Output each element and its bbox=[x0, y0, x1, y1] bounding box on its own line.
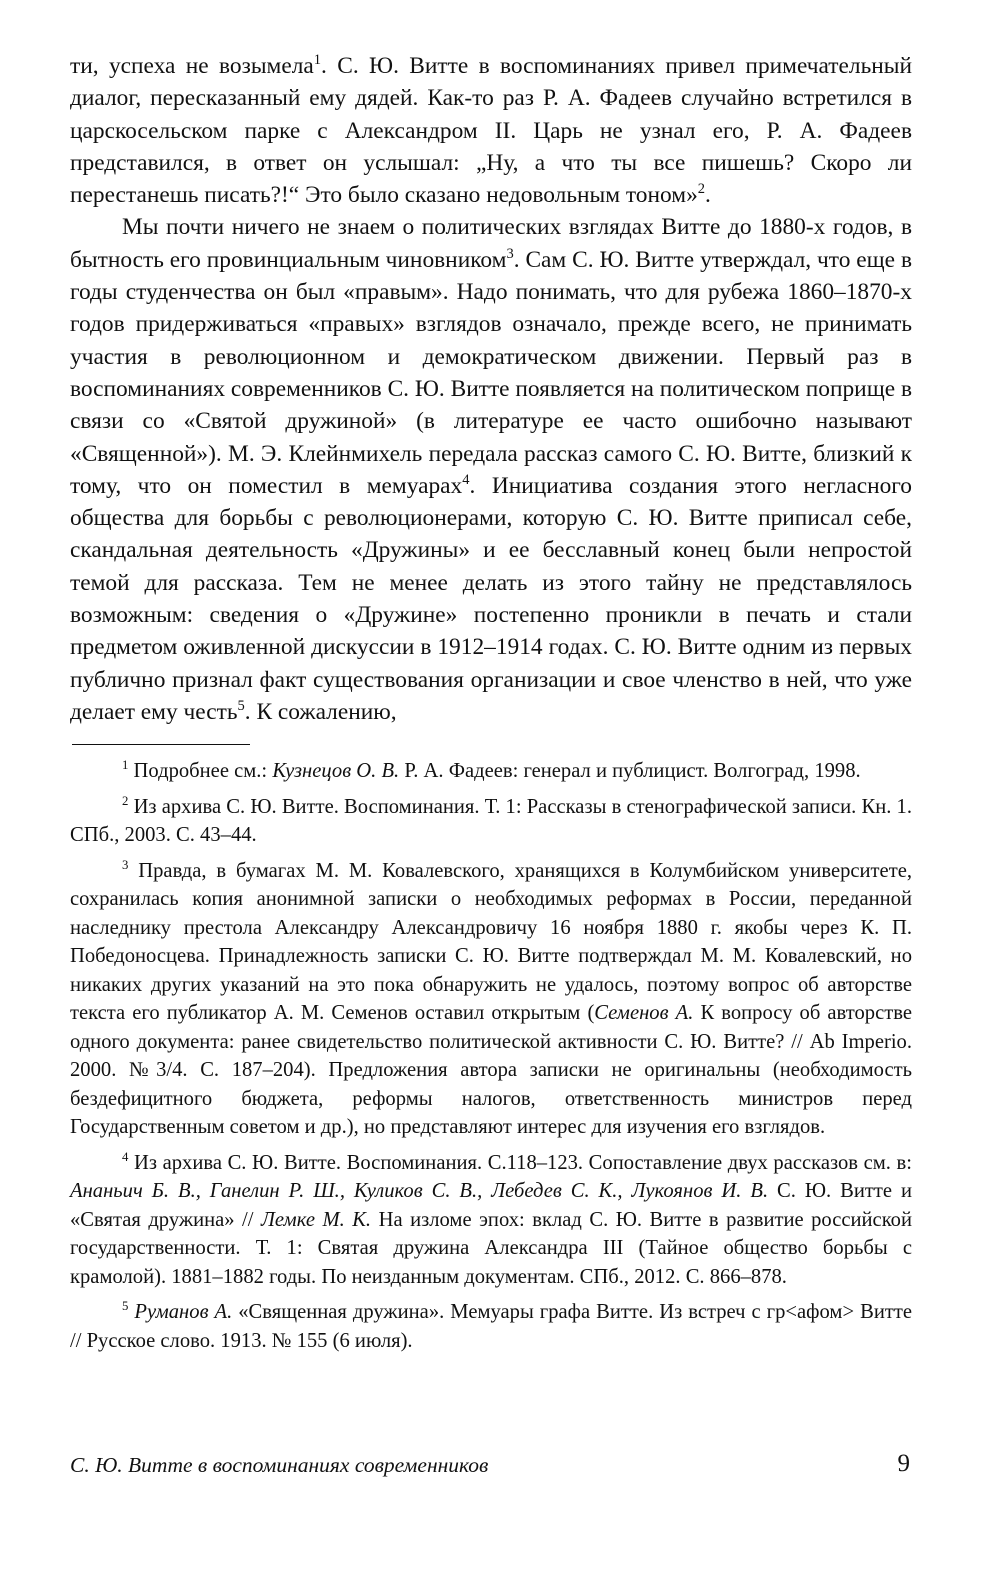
footnote-ref[interactable]: 4 bbox=[462, 472, 470, 489]
page-number: 9 bbox=[897, 1450, 910, 1477]
footnote-1 bbox=[70, 757, 912, 786]
text-run: Р. А. Фадеев: генерал и публицист. Волгоград, 1998. bbox=[399, 760, 861, 783]
footnote-ref[interactable]: 5 bbox=[237, 698, 245, 715]
footnote-number: 1 bbox=[122, 758, 129, 773]
author-name: Семенов А. bbox=[594, 1002, 694, 1025]
footnote-2 bbox=[70, 793, 912, 850]
text-run: На изломе эпох: вклад С. Ю. Витте в развитие российской государственности. Т. 1: Святая дружина Александра III (Тайное общество борьбы с крамолой). 1881–1882 годы. По неизданным документам. СПб., 2012. С. 866–878. bbox=[70, 1208, 912, 1288]
footnote-divider bbox=[72, 744, 250, 745]
page-footer bbox=[70, 1450, 912, 1493]
footnote-5 bbox=[70, 1298, 912, 1355]
main-text bbox=[70, 50, 912, 728]
footnote-number: 4 bbox=[122, 1149, 129, 1164]
footnotes bbox=[70, 757, 912, 1355]
footnote-3 bbox=[70, 857, 912, 1142]
text-run: Подробнее см.: bbox=[128, 760, 273, 783]
text-run: К вопросу об авторстве одного документа: ранее свидетельство политической активности С. Ю. Витте? // Ab Imperio. 2000. №3/4. С. 187–204). Предложения автора записки не оригинальны (необходимость бездефицитного бюджета, реформы налогов, ответственность министров перед Государственным советом и др.), но представляют интерес для изучения его взглядов. bbox=[70, 1002, 912, 1139]
text-run: . К сожалению, bbox=[244, 698, 397, 725]
text-run: Из архива С. Ю. Витте. Воспоминания. Т. 1: Рассказы в стенографической записи. Кн. 1. СПб., 2003. С. 43–44. bbox=[70, 795, 912, 847]
page-content bbox=[70, 50, 912, 1362]
text-run: . bbox=[705, 182, 711, 209]
author-name: Лемке М. К. bbox=[260, 1208, 372, 1231]
footnote-number: 2 bbox=[122, 793, 129, 808]
footnote-ref[interactable]: 1 bbox=[313, 52, 322, 69]
text-run: . Инициатива создания этого негласного общества для борьбы с революционерами, которую С. Ю. Витте приписал себе, скандальная деятельность «Дружины» и ее бесславный конец были непростой темой для рассказа. Тем не менее делать из этого тайну не представлялось возможным: сведения о «Дружине» постепенно проникли в печать и стали предметом оживленной дискуссии в 1912–1914 годах. С. Ю. Витте одним из первых публично признал факт существования организации и свое членство в ней, что уже делает ему честь bbox=[70, 472, 913, 725]
text-run: . С. Ю. Витте в воспоминаниях привел примечательный диалог, пересказанный ему дядей. Как-то раз Р. А. Фадеев случайно встретился в царскосельском парке с Александром II. Царь не узнал его, Р. А. Фадеев представился, в ответ он услышал: „Ну, а что ты все пишешь? Скоро ли перестанешь писать?!“ Это было сказано недовольным тоном» bbox=[70, 53, 912, 209]
footnote-4 bbox=[70, 1149, 912, 1292]
text-run: Из архива С. Ю. Витте. Воспоминания. С.118–123. Сопоставление двух рассказов см. в: bbox=[128, 1151, 912, 1174]
text-run: ти, успеха не возымела bbox=[70, 53, 314, 79]
text-run: Правда, в бумагах М. М. Ковалевского, хранящихся в Колумбийском университете, сохранилась копия анонимной записки о необходимых реформах в России, переданной наследнику престола Александру Александровичу 16 ноября 1880 г. якобы через К. П. Победоносцева. Принадлежность записки С. Ю. Витте подтверждал М. М. Ковалевский, но никаких других указаний на это пока обнаружить не удалось, поэтому вопрос об авторстве текста его публикатор А. М. Семенов оставил открытым ( bbox=[70, 859, 912, 1025]
footnote-number: 3 bbox=[122, 857, 129, 872]
author-name: Кузнецов О. В. bbox=[272, 760, 400, 783]
author-name: Руманов А. bbox=[134, 1301, 233, 1324]
paragraph bbox=[70, 50, 912, 211]
text-run: С. Ю. Витте и «Святая дружина» // bbox=[70, 1180, 912, 1231]
text-run: «Священная дружина». Мемуары графа Витте. Из встреч с гр<афом> Витте // Русское слово. 1913. № 155 (6 июля). bbox=[70, 1301, 912, 1352]
text-run: Мы почти ничего не знаем о политических взглядах Витте до 1880-х годов, в бытность его провинциальным чиновником bbox=[70, 214, 912, 273]
footnote-number: 5 bbox=[122, 1299, 129, 1314]
footnote-ref[interactable]: 3 bbox=[506, 245, 514, 262]
footnote-ref[interactable]: 2 bbox=[697, 181, 706, 198]
running-title: С. Ю. Витте в воспоминаниях современников bbox=[70, 1453, 489, 1477]
text-run: . Сам С. Ю. Витте утверждал, что еще в годы студенчества он был «правым». Надо понимать, что для рубежа 1860–1870-х годов придерживаться «правых» взглядов означало, прежде всего, не принимать участия в революционном и демократическом движении. Первый раз в воспоминаниях современников С. Ю. Витте появляется на политическом поприще в связи со «Святой дружиной» (в литературе ее часто ошибочно называют «Священной»). М. Э. Клейнмихель передала рассказ самого С. Ю. Витте, близкий к тому, что он поместил в мемуарах bbox=[70, 246, 912, 499]
author-name: Ананьич Б. В., Ганелин Р. Ш., Куликов С. В., Лебедев С. К., Лукоянов И. В. bbox=[70, 1180, 769, 1203]
paragraph bbox=[70, 211, 912, 728]
